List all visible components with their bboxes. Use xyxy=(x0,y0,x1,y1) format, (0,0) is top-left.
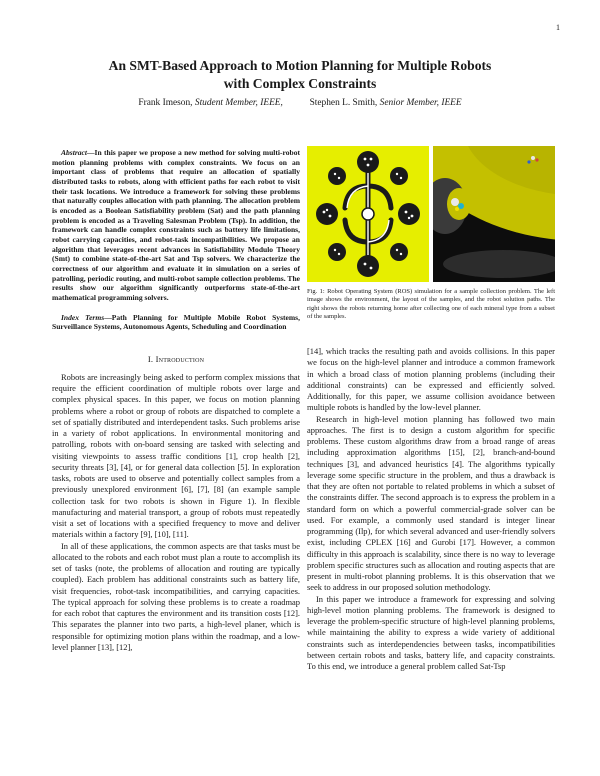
figure-caption: Fig. 1: Robot Operating System (ROS) simulation for a sample collection problem. The left image shows the environment, the layout of the samples, and the robot solution paths. The right shows the robots returning home after collecting one of each mineral type from a subset of the samples. xyxy=(307,288,555,321)
title-line-2: with Complex Constraints xyxy=(223,76,377,91)
index-terms-text: —Path Planning for Multiple Mobile Robot Systems, Surveillance Systems, Autonomous Agents, Scheduling and Coordination xyxy=(52,312,300,332)
right-paragraph-2: Research in high-level motion planning has followed two main approaches. The first is to design a custom algorithm for specific problems. These custom algorithms draw from a broad range of areas including approximation algorithms [15], [2], branch-and-bound techniques [3], and advanced heuristics [4]. The algorithms typically leverage some specific structure in the problem, and thus a drawback is that they are often not portable to related problems in which a subset of the constraints differ. The second approach is to express the problem in a standard form on which a powerful commercial-grade solver can be used. For example, a commonly used standard is integer linear programming (Ilp), for which several advanced and user-friendly solvers exist, including CPLEX [16] and Gurobi [17]. However, a common difficulty in this approach is scalability, since there is no way to leverage problem specific structures such as allocation and routing aspects that are present in multi-robot planning problems. It is this observation that we seek to address in our proposed solution methodology. xyxy=(307,413,555,593)
abstract-lead: Abstract xyxy=(61,148,87,157)
author-role-1: Student Member, IEEE, xyxy=(194,98,283,108)
index-terms xyxy=(52,313,300,332)
right-paragraph-3: In this paper we introduce a framework for expressing and solving high-level motion planning problems. The framework is designed to leverage the problem-specific structure of high-level planning problems, while maintaining the ability to express a wide variety of additional constraints such as interdependencies between tasks, incompatibilities between certain robots and tasks, battery life, and capacity constraints. To this end, we introduce a general problem called Sat-Tsp xyxy=(307,593,555,671)
section-number: I. xyxy=(147,353,154,364)
index-terms-lead: Index Terms xyxy=(61,312,105,322)
page-number: 1 xyxy=(556,23,560,32)
author-role-2: Senior Member, IEEE xyxy=(379,98,462,108)
author-list xyxy=(0,98,600,108)
right-paragraph-1: [14], which tracks the resulting path and avoids collisions. In this paper we focus on the high-level planner and introduce a common framework in which a broad class of motion planning problems (including their additional constraints) can be expressed and efficiently solved. Additionally, for this paper, we assume collision avoidance between multiple robots is handled by the low-level planner. xyxy=(307,346,555,413)
paper-title xyxy=(0,57,600,93)
abstract xyxy=(52,148,300,303)
figure-1 xyxy=(307,146,555,282)
author-name-1: Frank Imeson, xyxy=(138,98,193,108)
author-name-2: Stephen L. Smith, xyxy=(309,98,378,108)
figure-right-image xyxy=(433,146,555,282)
section-heading xyxy=(52,354,300,364)
left-paragraph-1: Robots are increasingly being asked to perform complex missions that require the efficient coordination of multiple robots over large and complex physical spaces. In this paper, we focus on motion planning problems where a robot or group of robots are dispatched to complete a set of spatially distributed and interdependent tasks. Such problems arise in a variety of robot applications. In environmental monitoring and patrolling, robots with on-board sensing are tasked with selecting and visiting viewpoints to assess traffic conditions [1], crop health [2], security threats [3], [4], or for general data collection [5]. In exploration tasks, robots are used to observe and potentially collect samples from a previously unexplored environment [6], [7], [8] (an example sample collection task for two robots is shown in Figure 1). In flexible manufacturing and material transport, a group of robots must repeatedly visit a set of locations with a specified frequency to move and deliver materials within a factory [9], [10], [11]. xyxy=(52,371,300,540)
title-line-1: An SMT-Based Approach to Motion Planning for Multiple Robots xyxy=(108,58,492,73)
environment-map-graphic xyxy=(307,146,429,282)
right-column xyxy=(307,346,555,672)
abstract-text: —In this paper we propose a new method for solving multi-robot motion planning problems with complex constraints. We focus on an important class of problems that require an allocation of spatially distributed tasks to robots, along with efficient paths for each robot to visit their task locations. We introduce a framework for solving these problems that naturally couples allocation with path planning. The allocation problem is encoded as a Boolean Satisfiability problem (Sat) and the path planning problem is encoded as a Traveling Salesman Problem (Tsp). In addition, the framework can handle complex constraints such as battery life limitations, robot carrying capacities, and robot-task incompatibilities. We propose an algorithm that leverages recent advances in Satisfiability Modulo Theory (Smt) to combine state-of-the-art Sat and Tsp solvers. We characterize the correctness of our algorithm and evaluate it in simulation on a series of patrolling, periodic routing, and multi-robot sample collection problems. The results show our algorithm significantly outperforms state-of-the-art mathematical programming solvers. xyxy=(52,148,300,302)
left-column xyxy=(52,148,300,653)
figure-left-image xyxy=(307,146,429,282)
section-title: Introduction xyxy=(155,353,205,364)
robots-returning-graphic xyxy=(433,146,555,282)
left-paragraph-2: In all of these applications, the common aspects are that tasks must be allocated to the robots and each robot must plan a route to accomplish its set of tasks (note, the problems of allocation and routing are typically coupled). Each problem has additional constraints such as battery life, visit frequencies, robot-task incompatibilities, and carrying capacities. The typical approach for solving these problems is to create a roadmap for each robot that captures the environment and its transition costs [12]. This separates the planner into two parts, a high-level planer, which is responsible for optimizing motion plans within the roadmap, and a low-level planner [13], [12], xyxy=(52,540,300,652)
